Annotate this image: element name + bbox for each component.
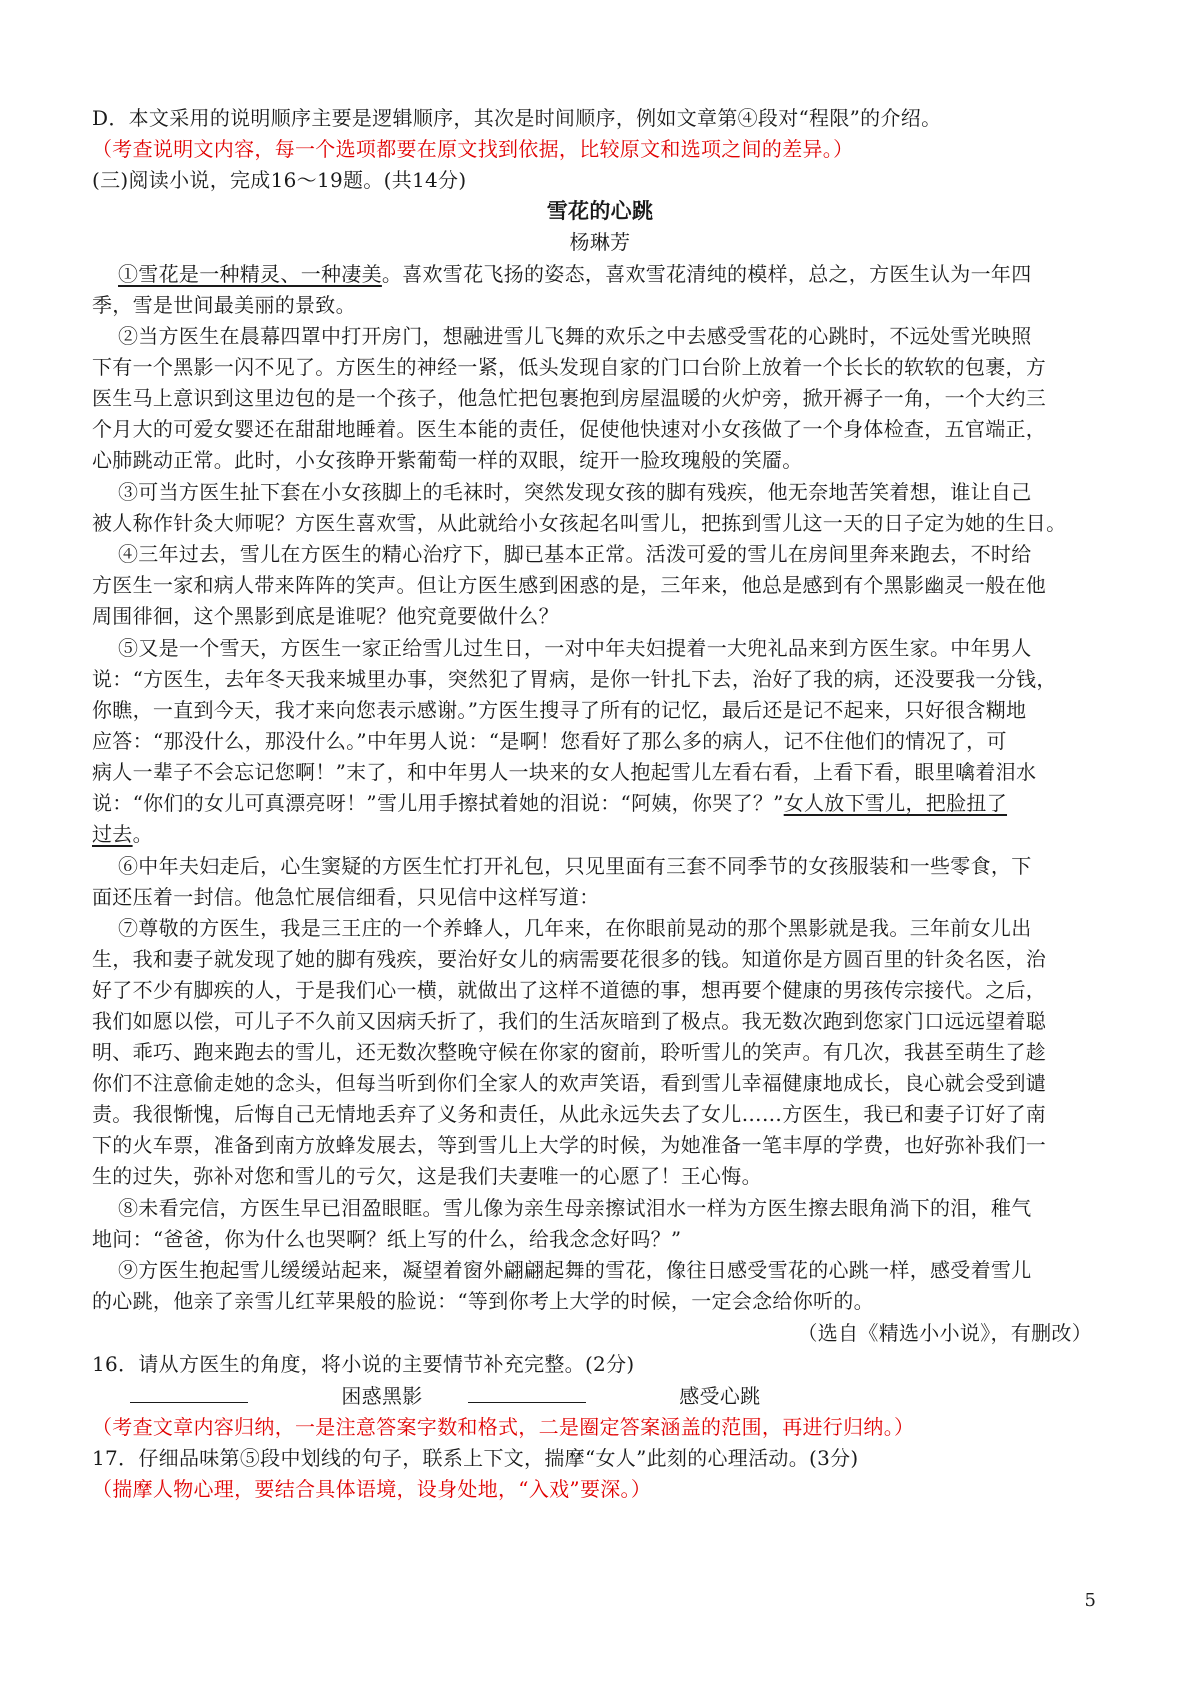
paragraph-5-line-2: 说：“方医生，去年冬天我来城里办事，突然犯了胃病，是你一针扎下去，治好了我的病，还没要我一分钱，	[92, 667, 1057, 691]
paragraph-4-line-1: ④三年过去，雪儿在方医生的精心治疗下，脚已基本正常。活泼可爱的雪儿在房间里奔来跑去，不时给	[118, 542, 1032, 566]
paragraph-2-line-1: ②当方医生在晨幕四罩中打开房门，想融进雪儿飞舞的欢乐之中去感受雪花的心跳时，不远处雪光映照	[118, 324, 1032, 348]
paragraph-5-line-6	[92, 788, 1007, 818]
paragraph-1-line-1	[118, 259, 1032, 289]
paragraph-5-line-7	[92, 819, 153, 849]
question-17: 17．仔细品味第⑤段中划线的句子，联系上下文，揣摩“女人”此刻的心理活动。(3分)	[92, 1446, 859, 1470]
underlined-sentence-5-end: 过去	[92, 822, 133, 846]
underlined-sentence-1: ①雪花是一种精灵、一种凄美	[118, 262, 382, 286]
paragraph-7-line-4: 我们如愿以偿，可儿子不久前又因病夭折了，我们的生活灰暗到了极点。我无数次跑到您家门口远远望着聪	[92, 1009, 1047, 1033]
paragraph-1-text: 。喜欢雪花飞扬的姿态，喜欢雪花清纯的模样，总之，方医生认为一年四	[381, 262, 1032, 286]
paragraph-8-line-1: ⑧未看完信，方医生早已泪盈眼眶。雪儿像为亲生母亲擦试泪水一样为方医生擦去眼角淌下的泪，稚气	[118, 1196, 1032, 1220]
note-question-17: （揣摩人物心理，要结合具体语境，设身处地，“入戏”要深。）	[92, 1477, 652, 1501]
paragraph-6-line-1: ⑥中年夫妇走后，心生窦疑的方医生忙打开礼包，只见里面有三套不同季节的女孩服装和一些零食，下	[118, 854, 1032, 878]
paragraph-7-line-7: 责。我很惭愧，后悔自己无情地丢弃了义务和责任，从此永远失去了女儿……方医生，我已和妻子订好了南	[92, 1102, 1047, 1126]
paragraph-8-line-2: 地问：“爸爸，你为什么也哭啊？纸上写的什么，给我念念好吗？”	[92, 1227, 682, 1251]
source-citation: （选自《精选小小说》，有删改）	[797, 1321, 1092, 1345]
paragraph-2-line-5: 心肺跳动正常。此时，小女孩睁开紫葡萄一样的双眼，绽开一脸玫瑰般的笑靥。	[92, 448, 803, 472]
section-header: (三)阅读小说，完成16～19题。(共14分)	[92, 168, 467, 192]
page-number: 5	[1084, 1590, 1096, 1611]
paragraph-5-line-1: ⑤又是一个雪天，方医生一家正给雪儿过生日，一对中年夫妇提着一大兜礼品来到方医生家。中年男人	[118, 636, 1032, 660]
paragraph-7-line-5: 明、乖巧、跑来跑去的雪儿，还无数次整晚守候在你家的窗前，聆听雪儿的笑声。有几次，我甚至萌生了趁	[92, 1040, 1047, 1064]
answer-blank-1[interactable]	[130, 1384, 248, 1403]
paragraph-2-line-4: 个月大的可爱女婴还在甜甜地睡着。医生本能的责任，促使他快速对小女孩做了一个身体检查，五官端正，	[92, 417, 1047, 441]
paragraph-7-line-8: 下的火车票，准备到南方放蜂发展去，等到雪儿上大学的时候，为她准备一笔丰厚的学费，也好弥补我们一	[92, 1133, 1047, 1157]
paragraph-2-line-2: 下有一个黑影一闪不见了。方医生的神经一紧，低头发现自家的门口台阶上放着一个长长的软软的包裹，方	[92, 355, 1047, 379]
paragraph-5-line-4: 应答：“那没什么，那没什么。”中年男人说：“是啊！您看好了那么多的病人，记不住他们的情况了，可	[92, 729, 1007, 753]
question-16: 16．请从方医生的角度，将小说的主要情节补充完整。(2分)	[92, 1352, 635, 1376]
answer-blank-2[interactable]	[468, 1384, 586, 1403]
paragraph-7-line-3: 好了不少有脚疾的人，于是我们心一横，就做出了这样不道德的事，想再要个健康的男孩传宗接代。之后，	[92, 978, 1047, 1002]
paragraph-3-line-1: ③可当方医生扯下套在小女孩脚上的毛袜时，突然发现女孩的脚有残疾，他无奈地苦笑着想，谁让自己	[118, 480, 1032, 504]
note-question-16: （考查文章内容归纳，一是注意答案字数和格式，二是圈定答案涵盖的范围，再进行归纳。）	[92, 1415, 915, 1439]
paragraph-7-line-1: ⑦尊敬的方医生，我是三王庄的一个养蜂人，几年来，在你眼前晃动的那个黑影就是我。三年前女儿出	[118, 916, 1032, 940]
plot-item-feel-heartbeat: 感受心跳	[679, 1384, 761, 1408]
story-author: 杨琳芳	[569, 230, 631, 254]
paragraph-7-line-6: 你们不注意偷走她的念头，但每当听到你们全家人的欢声笑语，看到雪儿幸福健康地成长，良心就会受到谴	[92, 1071, 1047, 1095]
paragraph-2-line-3: 医生马上意识到这里边包的是一个孩子，他急忙把包裹抱到房屋温暖的火炉旁，掀开褥子一角，一个大约三	[92, 386, 1047, 410]
paragraph-7-line-2: 生，我和妻子就发现了她的脚有残疾，要治好女儿的病需要花很多的钱。知道你是方圆百里的针灸名医，治	[92, 947, 1047, 971]
note-option-d: （考查说明文内容，每一个选项都要在原文找到依据，比较原文和选项之间的差异。）	[92, 137, 854, 161]
option-d: D．本文采用的说明顺序主要是逻辑顺序，其次是时间顺序，例如文章第④段对“程限”的介绍。	[92, 106, 942, 130]
paragraph-3-line-2: 被人称作针灸大师呢？方医生喜欢雪，从此就给小女孩起名叫雪儿，把拣到雪儿这一天的日子定为她的生日。	[92, 511, 1067, 535]
paragraph-9-line-2: 的心跳，他亲了亲雪儿红苹果般的脸说：“等到你考上大学的时候，一定会念给你听的。	[92, 1289, 874, 1313]
paragraph-5-text: 说：“你们的女儿可真漂亮呀！”雪儿用手擦拭着她的泪说：“阿姨，你哭了？”	[92, 791, 784, 815]
paragraph-4-line-2: 方医生一家和病人带来阵阵的笑声。但让方医生感到困惑的是，三年来，他总是感到有个黑影幽灵一般在他	[92, 573, 1047, 597]
story-title: 雪花的心跳	[546, 198, 654, 223]
underlined-sentence-5: 女人放下雪儿，把脸扭了	[783, 791, 1008, 815]
paragraph-5-line-5: 病人一辈子不会忘记您啊！”末了，和中年男人一块来的女人抱起雪儿左看右看，上看下看，眼里噙着泪水	[92, 760, 1037, 784]
paragraph-5-end: 。	[132, 822, 153, 846]
paragraph-4-line-3: 周围徘徊，这个黑影到底是谁呢？他究竟要做什么？	[92, 604, 559, 628]
paragraph-9-line-1: ⑨方医生抱起雪儿缓缓站起来，凝望着窗外翩翩起舞的雪花，像往日感受雪花的心跳一样，感受着雪儿	[118, 1258, 1032, 1282]
paragraph-7-line-9: 生的过失，弥补对您和雪儿的亏欠，这是我们夫妻唯一的心愿了！王心悔。	[92, 1164, 762, 1188]
paragraph-5-line-3: 你瞧，一直到今天，我才来向您表示感谢。”方医生搜寻了所有的记忆，最后还是记不起来，只好很含糊地	[92, 698, 1027, 722]
question-16-plot-items	[130, 1381, 760, 1411]
paragraph-6-line-2: 面还压着一封信。他急忙展信细看，只见信中这样写道：	[92, 885, 600, 909]
paragraph-1-line-2: 季，雪是世间最美丽的景致。	[92, 293, 356, 317]
plot-item-confused-shadow: 困惑黑影	[341, 1384, 423, 1408]
